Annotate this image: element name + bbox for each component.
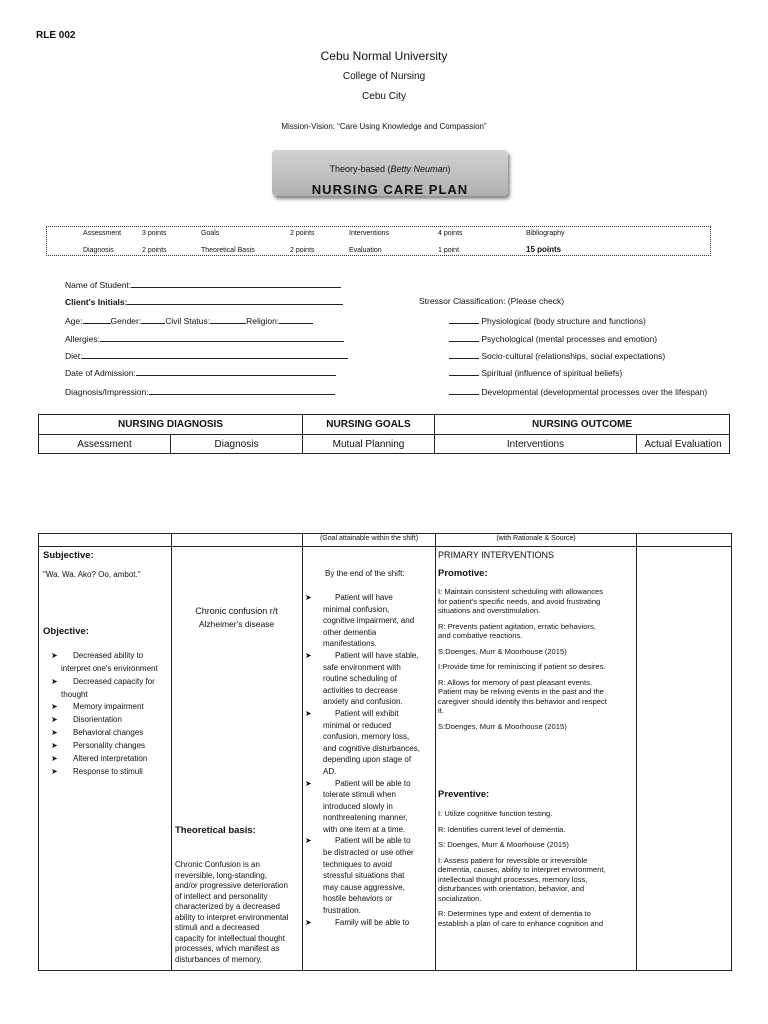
stressor-option[interactable]: Socio-cultural (relationships, social expectations) xyxy=(449,350,665,361)
intervention-line: R: Identifies current level of dementia. xyxy=(438,824,566,834)
goal-item-cont: techniques to avoid xyxy=(323,859,392,869)
intervention-line: socialization. xyxy=(438,893,482,903)
intervention-paragraph xyxy=(438,825,634,835)
goal-item-cont: stressful situations that xyxy=(323,871,405,881)
points-label: Bibliography xyxy=(526,230,565,237)
goal-item-cont: tolerate stimuli when xyxy=(323,790,396,800)
goal-item-cont: anxiety and confusion. xyxy=(323,697,403,707)
bullet-icon: ➤ xyxy=(305,708,312,718)
intervention-line: it. xyxy=(438,706,444,715)
points-total: 15 points xyxy=(526,245,562,254)
points-box xyxy=(46,226,711,256)
points-label: Interventions xyxy=(349,230,390,237)
intervention-line: and combative reactions. xyxy=(438,631,523,640)
goal-item-cont: minimal confusion, xyxy=(323,604,390,614)
header-nursing-diagnosis: NURSING DIAGNOSIS xyxy=(39,415,303,435)
banner-subtitle: Theory-based (Betty Neuman) xyxy=(329,164,451,174)
bullet-icon: ➤ xyxy=(305,650,312,660)
intervention-paragraph xyxy=(438,909,634,928)
diagnosis-field[interactable]: Diagnosis/Impression: xyxy=(65,386,335,397)
subjective-quote: "Wa. Wa. Ako? Oo, ambot." xyxy=(43,570,141,579)
goal-item-cont: be distracted or use other xyxy=(323,848,414,858)
intervention-paragraph xyxy=(438,622,634,641)
promotive-interventions xyxy=(438,587,634,737)
stressor-option[interactable]: Physiological (body structure and functions) xyxy=(449,315,646,326)
goal-item-cont: activities to decrease xyxy=(323,685,398,695)
bullet-icon: ➤ xyxy=(305,778,312,788)
intervention-line: I: Utilize cognitive function testing. xyxy=(438,809,553,818)
promotive-label: Promotive: xyxy=(438,568,488,579)
intervention-line: S:Doenges, Murr & Moorhouse (2015) xyxy=(438,721,567,731)
rationale-note: (with Rationale & Source) xyxy=(496,535,576,542)
city-name: Cebu City xyxy=(362,91,406,102)
goal-item-cont: and cognitive disturbances, xyxy=(323,743,420,753)
goals-intro: By the end of the shift: xyxy=(325,569,405,578)
intervention-line: R: Determines type and extent of dementia to xyxy=(438,909,591,918)
intervention-line: S: Doenges, Murr & Moorhouse (2015) xyxy=(438,840,569,849)
diagnosis-statement: Chronic confusion r/t xyxy=(195,606,278,616)
banner-title: NURSING CARE PLAN xyxy=(311,182,469,196)
intervention-line: S:Doenges, Murr & Moorhouse (2015) xyxy=(438,646,567,656)
points-value: 2 points xyxy=(290,247,315,254)
intervention-line: intellectual thought processes, memory loss, xyxy=(438,874,588,884)
goal-item: ➤ Patient will exhibit xyxy=(305,708,399,718)
objective-item: ➤ Response to stimuli xyxy=(73,767,143,776)
intervention-line: I:Provide time for reminiscing if patient so desires. xyxy=(438,662,606,671)
mission-vision: Mission-Vision: “Care Using Knowledge and Compassion” xyxy=(281,122,487,131)
intervention-line: establish a plan of care to enhance cognition and xyxy=(438,918,604,928)
stressor-option[interactable]: Developmental (developmental processes over the lifespan) xyxy=(449,386,707,397)
intervention-paragraph xyxy=(438,662,634,672)
subjective-label: Subjective: xyxy=(43,550,94,561)
intervention-paragraph xyxy=(438,722,634,732)
allergies-field[interactable]: Allergies: xyxy=(65,333,344,344)
goal-item: ➤ Patient will have xyxy=(305,593,393,602)
objective-item-cont: thought xyxy=(61,690,88,699)
points-value: 1 point xyxy=(438,247,460,254)
intervention-line: I: Assess patient for reversible or irreversible xyxy=(438,855,588,865)
intervention-line: caregiver should identify this behavior and respect xyxy=(438,696,607,706)
stressor-title: Stressor Classification: (Please check) xyxy=(419,296,565,306)
goal-item-cont: depending upon stage of xyxy=(323,755,412,765)
objective-item: ➤ Decreased capacity for xyxy=(73,677,155,686)
points-label: Theoretical Basis xyxy=(201,247,255,254)
points-value: 4 points xyxy=(438,230,463,237)
goal-item: ➤ Patient will be able to xyxy=(305,778,411,788)
goal-item-cont: may cause aggressive, xyxy=(323,882,405,892)
goal-item-cont: manifestations. xyxy=(323,639,377,649)
intervention-line: for patient's specific needs, and avoid frustrating xyxy=(438,596,601,606)
objective-item-cont: interpret one's environment xyxy=(61,664,158,673)
objective-item: ➤ Decreased ability to xyxy=(73,651,143,660)
preventive-label: Preventive: xyxy=(438,789,490,800)
admission-date-field[interactable]: Date of Admission: xyxy=(65,367,336,378)
header-assessment: Assessment xyxy=(39,435,171,454)
goal-item-cont: hostile behaviors or xyxy=(323,894,393,904)
goal-item-cont: minimal or reduced xyxy=(323,720,392,730)
title-banner xyxy=(272,150,508,196)
goals-list xyxy=(305,592,435,928)
objective-item: ➤ Personality changes xyxy=(73,741,145,750)
care-plan-body-table xyxy=(38,533,732,971)
header-mutual-planning: Mutual Planning xyxy=(303,435,435,454)
client-initials-field[interactable]: Client's Initials: xyxy=(65,296,343,307)
points-value: 2 points xyxy=(290,230,315,237)
bullet-icon: ➤ xyxy=(305,593,312,602)
points-value: 3 points xyxy=(142,230,167,237)
goal-item: ➤ Family will be able to xyxy=(305,917,410,927)
intervention-paragraph xyxy=(438,587,634,616)
primary-interventions-label: PRIMARY INTERVENTIONS xyxy=(438,550,555,560)
stressor-option[interactable]: Psychological (mental processes and emotion) xyxy=(449,333,657,344)
diagnosis-statement-cont: Alzheimer's disease xyxy=(198,619,275,629)
goal-note: (Goal attainable within the shift) xyxy=(319,535,419,542)
objective-label: Objective: xyxy=(43,626,89,637)
theoretical-basis-label: Theoretical basis: xyxy=(175,825,256,836)
intervention-paragraph xyxy=(438,856,634,904)
objective-item: ➤ Behavioral changes xyxy=(73,728,143,737)
intervention-paragraph xyxy=(438,647,634,657)
header-nursing-outcome: NURSING OUTCOME xyxy=(435,415,730,435)
student-name-field[interactable]: Name of Student: xyxy=(65,279,341,290)
care-plan-header-table xyxy=(38,414,730,454)
goal-item-cont: cognitive impairment, and xyxy=(323,616,415,626)
points-value: 2 points xyxy=(142,247,167,254)
goal-item-cont: AD. xyxy=(323,766,337,776)
intervention-line: dementia, causes, ability to interpret environment, xyxy=(438,865,606,874)
header-actual-evaluation: Actual Evaluation xyxy=(637,435,730,454)
objective-item: ➤ Disorientation xyxy=(73,715,122,724)
intervention-line: I: Maintain consistent scheduling with allowances xyxy=(438,587,604,596)
goal-item-cont: with one item at a time. xyxy=(323,824,406,834)
theoretical-basis-text: Chronic Confusion is an rreversible, long-standing, and/or progressive deterioration of intellect and personality characterized by a decreased ability to interpret environmental stimuli and a decreased capacity for intellectual thought processes, which manifest as disturbances of memory, xyxy=(175,860,289,964)
goal-item-cont: other dementia xyxy=(323,627,377,637)
stressor-option[interactable]: Spiritual (influence of spiritual beliefs) xyxy=(449,367,622,378)
points-label: Assessment xyxy=(83,230,122,237)
objective-item: ➤ Memory impairment xyxy=(73,702,144,711)
bullet-icon: ➤ xyxy=(305,836,312,846)
demographics-field[interactable]: Age: Gender: Civil Status: Religion: xyxy=(65,315,313,326)
goal-item-cont: confusion, memory loss, xyxy=(323,732,410,742)
header-diagnosis: Diagnosis xyxy=(171,435,303,454)
goal-item-cont: safe environment with xyxy=(323,662,401,672)
goal-item-cont: nonthreatening manner, xyxy=(323,813,408,823)
bullet-icon: ➤ xyxy=(305,917,312,927)
goal-item: ➤ Patient will be able to xyxy=(305,836,411,846)
intervention-paragraph xyxy=(438,678,634,716)
goal-item: ➤ Patient will have stable, xyxy=(305,650,419,660)
college-name: College of Nursing xyxy=(342,71,426,82)
intervention-line: disturbances with orientation, behavior, and xyxy=(438,884,585,893)
intervention-line: R: Prevents patient agitation, erratic behaviors, xyxy=(438,621,596,631)
objective-item: ➤ Altered interpretation xyxy=(73,754,147,763)
document-code: RLE 002 xyxy=(36,30,76,41)
header-interventions: Interventions xyxy=(435,435,637,454)
diet-field[interactable]: Diet: xyxy=(65,350,348,361)
points-label: Diagnosis xyxy=(83,247,114,254)
points-label: Evaluation xyxy=(349,247,382,254)
intervention-line: situations and overstimulation. xyxy=(438,606,541,615)
university-name: Cebu Normal University xyxy=(320,49,448,63)
intervention-line: R: Allows for memory of past pleasant events. xyxy=(438,677,593,687)
goal-item-cont: routine scheduling of xyxy=(323,674,397,684)
preventive-interventions xyxy=(438,809,634,934)
intervention-paragraph xyxy=(438,840,634,850)
goal-item-cont: frustration. xyxy=(323,906,361,916)
points-label: Goals xyxy=(201,230,220,237)
header-nursing-goals: NURSING GOALS xyxy=(303,415,435,435)
goal-item-cont: introduced slowly in xyxy=(323,801,393,811)
intervention-line: Patient may be reliving events in the past and the xyxy=(438,687,604,696)
intervention-paragraph xyxy=(438,809,634,819)
